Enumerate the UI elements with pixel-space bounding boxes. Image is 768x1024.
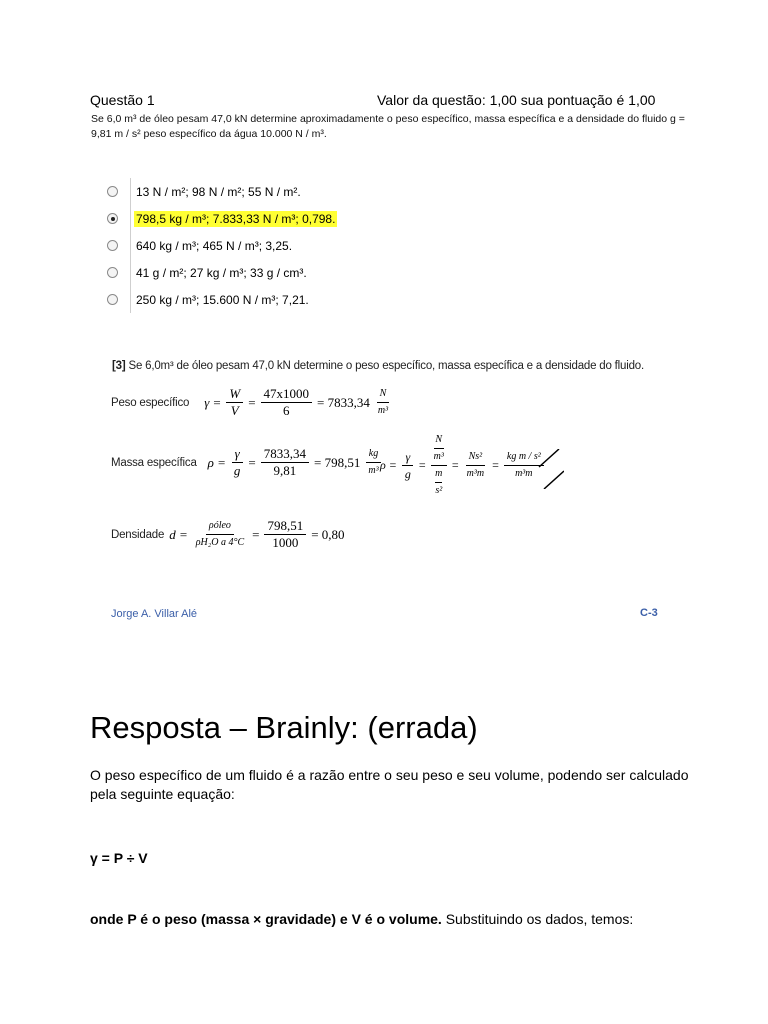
d-eq: d =: [169, 526, 188, 542]
option-label: 250 kg / m³; 15.600 N / m³; 7,21.: [136, 292, 309, 307]
radio-button-checked[interactable]: [107, 213, 118, 224]
unit-derivation: ρ = $\frac{\gamma}{g}$ = N m³ m s² = $\frac{\text{Ns²}}{\text{m³m}}$ = $\frac{\text{kg m / s²}}{\text{m³m}}$: [380, 432, 544, 499]
option-2[interactable]: [103, 205, 523, 232]
option-1[interactable]: [103, 178, 523, 205]
option-label: 13 N / m²; 98 N / m²; 55 N / m².: [136, 184, 301, 199]
massa-unit: $\frac{kg}{\text{m³}}$: [365, 446, 381, 479]
option-label-selected: 798,5 kg / m³; 7.833,33 N / m³; 0,798.: [136, 211, 336, 226]
radio-button[interactable]: [107, 267, 118, 278]
radio-button[interactable]: [107, 186, 118, 197]
option-3[interactable]: [103, 232, 523, 259]
question-statement: Se 6,0 m³ de óleo pesam 47,0 kN determine aproximadamente o peso específico, massa específica e a densidade do fluido g = 9,81 m / s² peso específico da água 10.000 N / m³.: [91, 113, 685, 140]
question-title: Questão 1: [90, 92, 155, 108]
solution-number: [3]: [112, 360, 126, 372]
gamma-over-g: $\frac{\gamma}{g}$: [231, 446, 244, 479]
peso-label: Peso específico: [111, 396, 190, 409]
brainly-equation: γ = P ÷ V: [90, 850, 148, 866]
rho-eq: ρ =: [207, 454, 226, 470]
gamma-over-g-2: $\frac{\gamma}{g}$: [402, 449, 414, 482]
peso-result: = 7833,34: [317, 394, 370, 410]
question-score: Valor da questão: 1,00 sua pontuação é 1,00: [377, 92, 656, 108]
ns2-fraction: $\frac{\text{Ns²}}{\text{m³m}}$: [466, 451, 485, 479]
brainly-paragraph: O peso específico de um fluido é a razão entre o seu peso e seu volume, podendo ser calculado pela seguinte equação:: [90, 767, 689, 802]
w-over-v: $\frac{W}{V}$: [226, 386, 243, 419]
radio-button[interactable]: [107, 294, 118, 305]
massa-especifica-formula: Massa específica ρ = $\frac{\gamma}{g}$ = $\frac{7833,34}{9,81}$ = 798,51 $\frac{kg}{\text{m³}}$: [111, 446, 382, 479]
nested-fraction: N m³ m s²: [431, 432, 447, 499]
brainly-paragraph-2: [90, 911, 633, 927]
densidade-label: Densidade: [111, 528, 165, 541]
rho-ratio: $\frac{\text{ρóleo}}{\text{ρH₂O a 4°C}}$: [195, 520, 245, 548]
massa-result: = 798,51: [314, 454, 361, 470]
solution-title: [112, 360, 644, 372]
solution-title-text: Se 6,0m³ de óleo pesam 47,0 kN determine o peso específico, massa específica e a densidade do fluido.: [128, 360, 644, 372]
strike-marks: [504, 449, 564, 489]
peso-unit: $\frac{N}{\text{m³}}$: [377, 388, 389, 416]
dens-fraction: $\frac{798,51}{1000}$: [264, 518, 306, 551]
author: Jorge A. Villar Alé: [111, 608, 198, 620]
peso-fraction: $\frac{47x1000}{6}$: [261, 386, 313, 419]
densidade-formula: Densidade d = $\frac{\text{ρóleo}}{\text{ρH₂O a 4°C}}$ = $\frac{798,51}{1000}$ = 0,80: [111, 518, 345, 550]
brainly-heading: Resposta – Brainly: (errada): [90, 710, 478, 745]
dens-result: = 0,80: [311, 526, 345, 542]
massa-fraction: $\frac{7833,34}{9,81}$: [261, 446, 309, 479]
option-5[interactable]: [103, 286, 523, 313]
kgm-fraction: $\frac{\text{kg m / s²}}{\text{m³m}}$: [504, 449, 544, 482]
page-code: C-3: [640, 607, 658, 619]
radio-button[interactable]: [107, 240, 118, 251]
option-label: 640 kg / m³; 465 N / m³; 3,25.: [136, 238, 293, 253]
option-label: 41 g / m²; 27 kg / m³; 33 g / cm³.: [136, 265, 307, 280]
massa-label: Massa específica: [111, 456, 197, 469]
gamma-eq: γ =: [204, 394, 222, 410]
bold-definition: onde P é o peso (massa × gravidade) e V é o volume.: [90, 911, 442, 927]
peso-especifico-formula: Peso específico γ = $\frac{W}{V}$ = $\frac{47x1000}{6}$ = 7833,34 $\frac{N}{\text{m³}}$: [111, 386, 391, 419]
rest-text: Substituindo os dados, temos:: [441, 911, 634, 927]
option-4[interactable]: [103, 259, 523, 286]
rho-eq-2: ρ =: [380, 458, 397, 472]
answer-options: [103, 178, 523, 313]
